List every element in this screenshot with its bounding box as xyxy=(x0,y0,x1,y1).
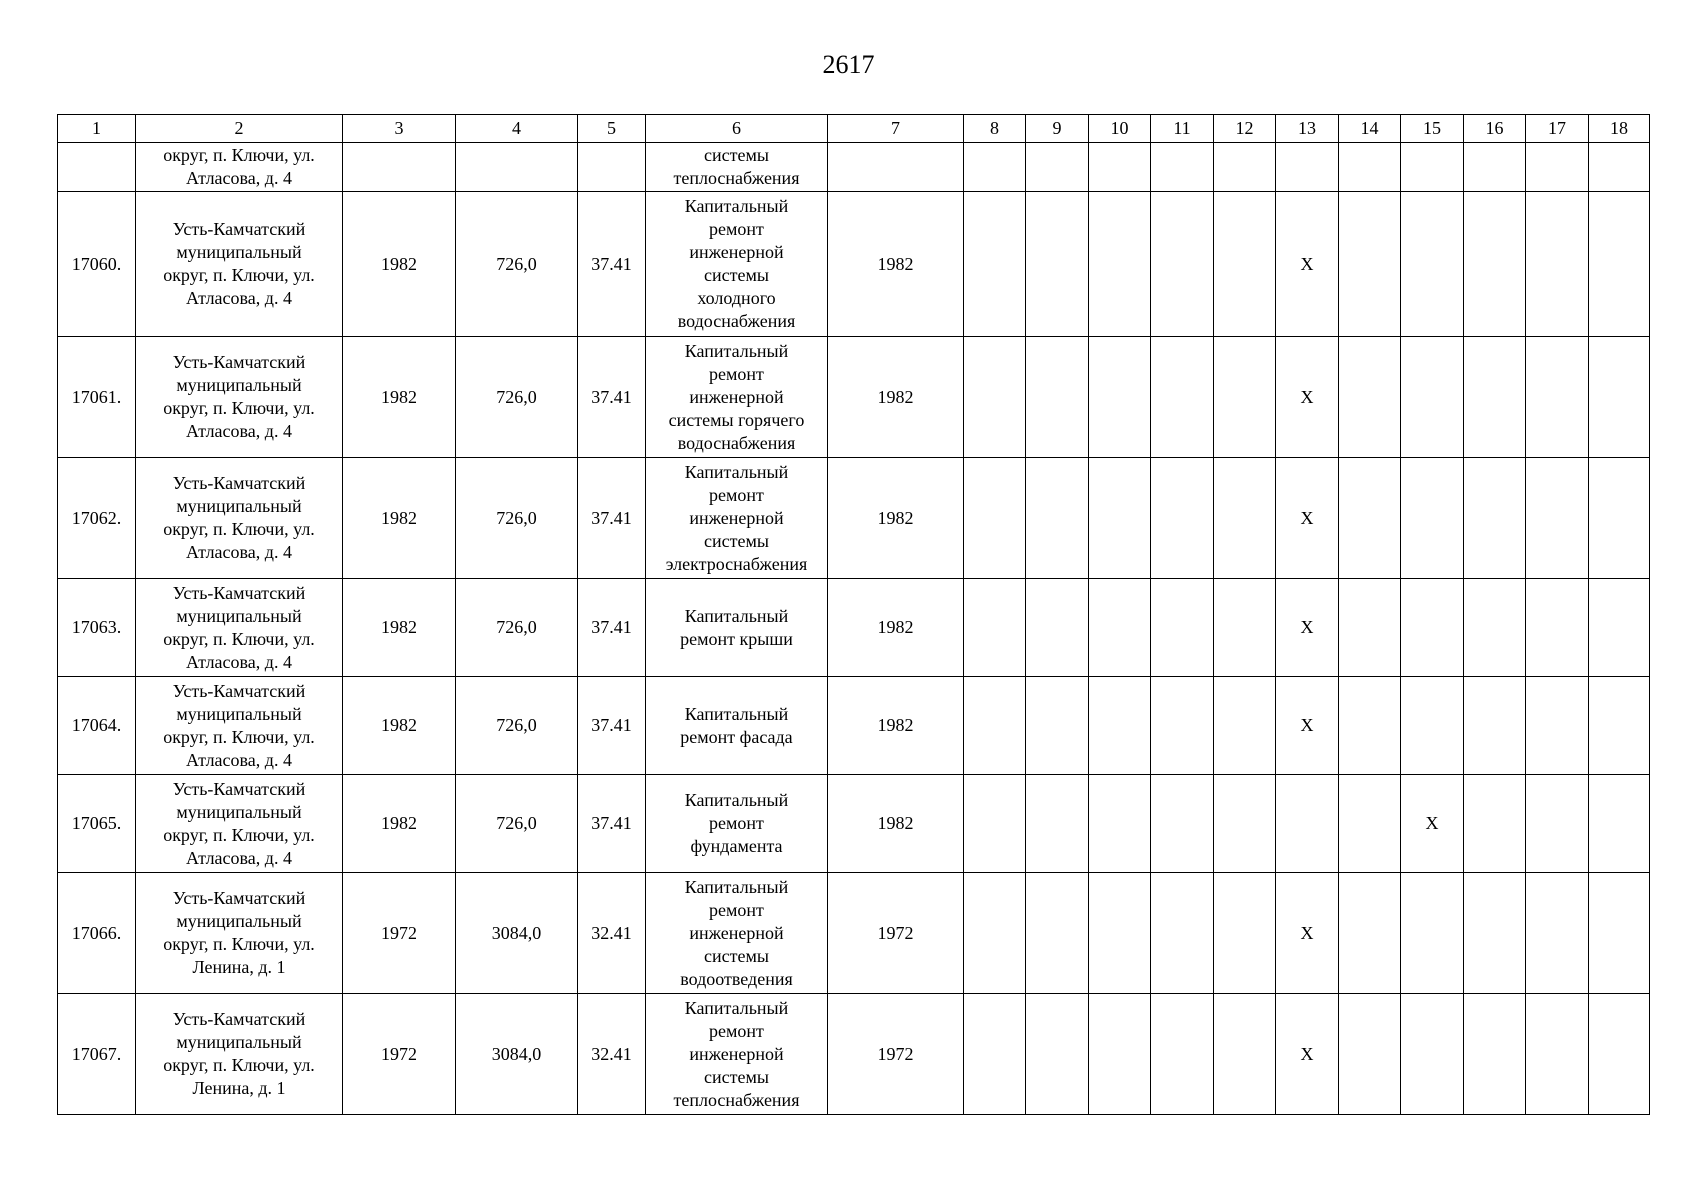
work-type-cell: Капитальный ремонт фасада xyxy=(646,677,828,775)
mark-cell: X xyxy=(1276,337,1339,458)
cell-empty xyxy=(578,143,646,192)
cell-empty xyxy=(343,143,456,192)
col-header: 4 xyxy=(456,115,578,143)
build-year-cell: 1982 xyxy=(343,579,456,677)
row-number-cell: 17067. xyxy=(58,994,136,1115)
mark-cell xyxy=(1526,873,1589,994)
code-cell: 32.41 xyxy=(578,994,646,1115)
address-cell: Усть-Камчатский муниципальный округ, п. Ключи, ул. Атласова, д. 4 xyxy=(136,192,343,337)
work-type-cell: Капитальный ремонт инженерной системы теплоснабжения xyxy=(646,994,828,1115)
mark-cell: X xyxy=(1276,873,1339,994)
mark-cell xyxy=(1464,775,1526,873)
table-row xyxy=(58,579,1650,677)
mark-cell xyxy=(1214,192,1276,337)
continuation-row xyxy=(58,143,1650,192)
work-year-cell: 1982 xyxy=(828,579,964,677)
mark-cell xyxy=(1526,775,1589,873)
cell-empty xyxy=(58,143,136,192)
cell-empty xyxy=(1464,143,1526,192)
mark-cell xyxy=(1026,458,1089,579)
row-number-cell: 17062. xyxy=(58,458,136,579)
cell-empty xyxy=(1401,143,1464,192)
col-header: 3 xyxy=(343,115,456,143)
build-year-cell: 1982 xyxy=(343,337,456,458)
mark-cell xyxy=(1214,677,1276,775)
mark-cell xyxy=(1589,192,1650,337)
mark-cell xyxy=(1589,873,1650,994)
mark-cell xyxy=(964,192,1026,337)
mark-cell xyxy=(1464,873,1526,994)
area-cell: 726,0 xyxy=(456,775,578,873)
mark-cell xyxy=(1589,337,1650,458)
mark-cell xyxy=(1026,873,1089,994)
work-year-cell: 1972 xyxy=(828,873,964,994)
mark-cell: X xyxy=(1276,458,1339,579)
mark-cell xyxy=(1339,579,1401,677)
page-number: 2617 xyxy=(822,50,875,79)
mark-cell xyxy=(1339,458,1401,579)
mark-cell xyxy=(1464,192,1526,337)
mark-cell xyxy=(1026,775,1089,873)
mark-cell xyxy=(1151,579,1214,677)
mark-cell xyxy=(1151,192,1214,337)
mark-cell xyxy=(1089,994,1151,1115)
cell-empty xyxy=(1089,143,1151,192)
cell-empty xyxy=(1214,143,1276,192)
address-cell: Усть-Камчатский муниципальный округ, п. Ключи, ул. Ленина, д. 1 xyxy=(136,994,343,1115)
build-year-cell: 1982 xyxy=(343,458,456,579)
mark-cell xyxy=(1526,337,1589,458)
cell-empty xyxy=(1339,143,1401,192)
mark-cell: X xyxy=(1276,579,1339,677)
mark-cell xyxy=(1089,775,1151,873)
table-row xyxy=(58,873,1650,994)
code-cell: 37.41 xyxy=(578,677,646,775)
cell-empty xyxy=(456,143,578,192)
mark-cell xyxy=(1089,458,1151,579)
mark-cell xyxy=(1401,458,1464,579)
mark-cell xyxy=(1339,873,1401,994)
col-header: 17 xyxy=(1526,115,1589,143)
mark-cell xyxy=(1464,994,1526,1115)
mark-cell xyxy=(1339,337,1401,458)
table-row xyxy=(58,192,1650,337)
mark-cell xyxy=(1089,873,1151,994)
build-year-cell: 1982 xyxy=(343,192,456,337)
table-row xyxy=(58,677,1650,775)
mark-cell xyxy=(1151,677,1214,775)
work-type-cell: системы теплоснабжения xyxy=(646,143,828,192)
mark-cell xyxy=(1339,677,1401,775)
row-number-cell: 17064. xyxy=(58,677,136,775)
mark-cell xyxy=(1151,775,1214,873)
mark-cell xyxy=(1401,192,1464,337)
mark-cell xyxy=(1339,775,1401,873)
work-year-cell: 1972 xyxy=(828,994,964,1115)
work-year-cell: 1982 xyxy=(828,775,964,873)
mark-cell xyxy=(1214,873,1276,994)
address-cell: Усть-Камчатский муниципальный округ, п. Ключи, ул. Атласова, д. 4 xyxy=(136,677,343,775)
col-header: 18 xyxy=(1589,115,1650,143)
mark-cell xyxy=(1151,337,1214,458)
cell-empty xyxy=(828,143,964,192)
work-year-cell: 1982 xyxy=(828,458,964,579)
area-cell: 726,0 xyxy=(456,579,578,677)
col-header: 1 xyxy=(58,115,136,143)
build-year-cell: 1982 xyxy=(343,775,456,873)
mark-cell xyxy=(1526,579,1589,677)
work-year-cell: 1982 xyxy=(828,677,964,775)
mark-cell xyxy=(1589,775,1650,873)
table-row xyxy=(58,775,1650,873)
mark-cell xyxy=(1089,192,1151,337)
mark-cell xyxy=(1464,579,1526,677)
mark-cell xyxy=(1589,677,1650,775)
build-year-cell: 1972 xyxy=(343,873,456,994)
address-cell: округ, п. Ключи, ул. Атласова, д. 4 xyxy=(136,143,343,192)
mark-cell xyxy=(1401,873,1464,994)
work-type-cell: Капитальный ремонт инженерной системы холодного водоснабжения xyxy=(646,192,828,337)
work-type-cell: Капитальный ремонт инженерной системы горячего водоснабжения xyxy=(646,337,828,458)
address-cell: Усть-Камчатский муниципальный округ, п. Ключи, ул. Атласова, д. 4 xyxy=(136,458,343,579)
address-cell: Усть-Камчатский муниципальный округ, п. Ключи, ул. Атласова, д. 4 xyxy=(136,337,343,458)
row-number-cell: 17060. xyxy=(58,192,136,337)
mark-cell xyxy=(1526,677,1589,775)
address-cell: Усть-Камчатский муниципальный округ, п. Ключи, ул. Атласова, д. 4 xyxy=(136,775,343,873)
mark-cell xyxy=(1526,458,1589,579)
col-header: 7 xyxy=(828,115,964,143)
row-number-cell: 17065. xyxy=(58,775,136,873)
mark-cell xyxy=(964,994,1026,1115)
mark-cell xyxy=(1026,994,1089,1115)
col-header: 6 xyxy=(646,115,828,143)
mark-cell xyxy=(1401,677,1464,775)
work-year-cell: 1982 xyxy=(828,192,964,337)
code-cell: 37.41 xyxy=(578,192,646,337)
mark-cell xyxy=(1526,994,1589,1115)
cell-empty xyxy=(1151,143,1214,192)
column-number-row xyxy=(58,115,1650,143)
mark-cell xyxy=(1026,337,1089,458)
mark-cell xyxy=(1214,458,1276,579)
code-cell: 37.41 xyxy=(578,458,646,579)
mark-cell: X xyxy=(1401,775,1464,873)
col-header: 9 xyxy=(1026,115,1089,143)
build-year-cell: 1982 xyxy=(343,677,456,775)
mark-cell xyxy=(1276,775,1339,873)
mark-cell xyxy=(964,579,1026,677)
mark-cell xyxy=(1089,337,1151,458)
mark-cell xyxy=(1339,994,1401,1115)
area-cell: 726,0 xyxy=(456,677,578,775)
area-cell: 3084,0 xyxy=(456,873,578,994)
mark-cell xyxy=(1151,994,1214,1115)
col-header: 2 xyxy=(136,115,343,143)
code-cell: 37.41 xyxy=(578,337,646,458)
mark-cell xyxy=(1214,775,1276,873)
mark-cell xyxy=(964,337,1026,458)
mark-cell xyxy=(1589,458,1650,579)
mark-cell xyxy=(1151,873,1214,994)
col-header: 8 xyxy=(964,115,1026,143)
mark-cell xyxy=(1026,677,1089,775)
col-header: 16 xyxy=(1464,115,1526,143)
mark-cell xyxy=(1339,192,1401,337)
cell-empty xyxy=(1589,143,1650,192)
table-row xyxy=(58,458,1650,579)
mark-cell xyxy=(1589,994,1650,1115)
work-type-cell: Капитальный ремонт фундамента xyxy=(646,775,828,873)
mark-cell xyxy=(1464,337,1526,458)
mark-cell: X xyxy=(1276,677,1339,775)
table-row xyxy=(58,994,1650,1115)
col-header: 5 xyxy=(578,115,646,143)
area-cell: 3084,0 xyxy=(456,994,578,1115)
mark-cell xyxy=(1151,458,1214,579)
col-header: 10 xyxy=(1089,115,1151,143)
mark-cell xyxy=(964,458,1026,579)
mark-cell xyxy=(964,775,1026,873)
mark-cell xyxy=(1464,458,1526,579)
cell-empty xyxy=(1276,143,1339,192)
mark-cell xyxy=(1214,337,1276,458)
cell-empty xyxy=(1526,143,1589,192)
area-cell: 726,0 xyxy=(456,337,578,458)
row-number-cell: 17061. xyxy=(58,337,136,458)
mark-cell xyxy=(1214,994,1276,1115)
mark-cell: X xyxy=(1276,192,1339,337)
mark-cell xyxy=(964,873,1026,994)
mark-cell: X xyxy=(1276,994,1339,1115)
work-type-cell: Капитальный ремонт инженерной системы водоотведения xyxy=(646,873,828,994)
mark-cell xyxy=(1214,579,1276,677)
repair-register-table xyxy=(57,114,1650,1115)
mark-cell xyxy=(1026,192,1089,337)
address-cell: Усть-Камчатский муниципальный округ, п. Ключи, ул. Ленина, д. 1 xyxy=(136,873,343,994)
col-header: 11 xyxy=(1151,115,1214,143)
mark-cell xyxy=(1401,579,1464,677)
row-number-cell: 17063. xyxy=(58,579,136,677)
row-number-cell: 17066. xyxy=(58,873,136,994)
mark-cell xyxy=(1589,579,1650,677)
mark-cell xyxy=(964,677,1026,775)
mark-cell xyxy=(1089,677,1151,775)
area-cell: 726,0 xyxy=(456,192,578,337)
cell-empty xyxy=(1026,143,1089,192)
mark-cell xyxy=(1526,192,1589,337)
col-header: 15 xyxy=(1401,115,1464,143)
mark-cell xyxy=(1401,994,1464,1115)
mark-cell xyxy=(1464,677,1526,775)
cell-empty xyxy=(964,143,1026,192)
area-cell: 726,0 xyxy=(456,458,578,579)
col-header: 14 xyxy=(1339,115,1401,143)
mark-cell xyxy=(1401,337,1464,458)
col-header: 13 xyxy=(1276,115,1339,143)
work-type-cell: Капитальный ремонт крыши xyxy=(646,579,828,677)
mark-cell xyxy=(1089,579,1151,677)
code-cell: 32.41 xyxy=(578,873,646,994)
table-row xyxy=(58,337,1650,458)
address-cell: Усть-Камчатский муниципальный округ, п. Ключи, ул. Атласова, д. 4 xyxy=(136,579,343,677)
code-cell: 37.41 xyxy=(578,775,646,873)
work-year-cell: 1982 xyxy=(828,337,964,458)
code-cell: 37.41 xyxy=(578,579,646,677)
build-year-cell: 1972 xyxy=(343,994,456,1115)
col-header: 12 xyxy=(1214,115,1276,143)
mark-cell xyxy=(1026,579,1089,677)
work-type-cell: Капитальный ремонт инженерной системы электроснабжения xyxy=(646,458,828,579)
